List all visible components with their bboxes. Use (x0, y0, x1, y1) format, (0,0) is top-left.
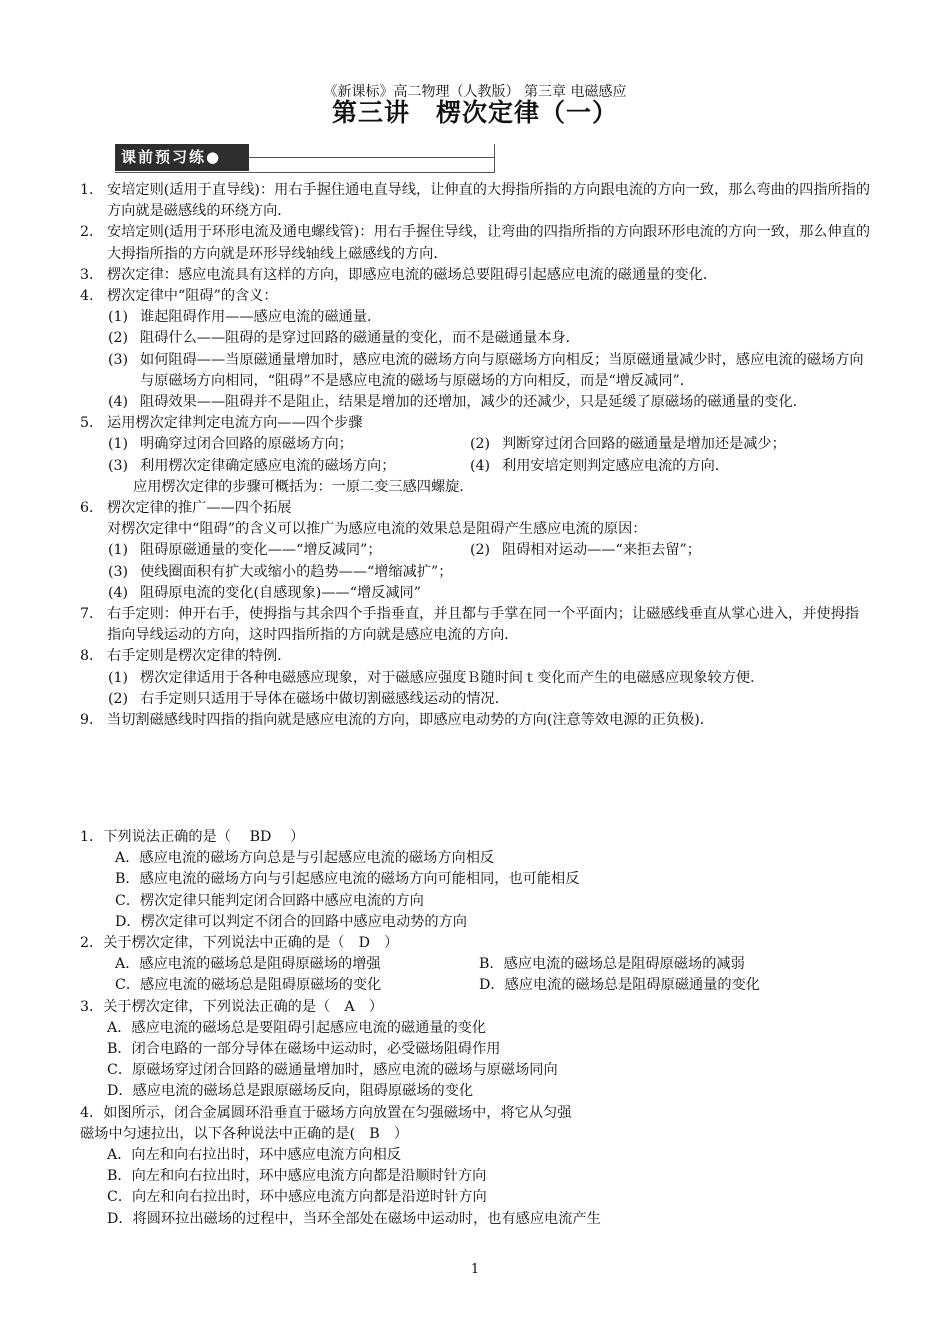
sub-point-number: (4) (108, 394, 129, 411)
sub-point-number: (3) (108, 563, 129, 580)
sub-point (80, 689, 872, 710)
sub-point (80, 434, 470, 455)
option-a: A．感应电流的磁场总是阻碍原磁场的增强 (115, 956, 381, 973)
option-c: C．感应电流的磁场总是阻碍原磁场的变化 (115, 977, 382, 994)
sub-point (80, 307, 872, 328)
option-a: A．感应电流的磁场总是要阻碍引起感应电流的磁通量的变化 (107, 1019, 487, 1036)
point-3 (80, 265, 872, 286)
point-text: 右手定则：伸开右手，使拇指与其余四个手指垂直，并且都与手掌在同一个平面内；让磁感线垂直从掌心进入，并使拇指指向导线运动的方向，这时四指所指的方向就是感应电流的方向． (107, 606, 859, 644)
point-text: 右手定则是楞次定律的特例． (107, 648, 292, 665)
page-number: 1 (470, 1262, 480, 1277)
point-text: 安培定则(适用于直导线)：用右手握住通电直导线，让伸直的大拇指所指的方向跟电流的方向一致，那么弯曲的四指所指的方向就是磁感线的环绕方向． (107, 182, 871, 220)
point-number: 1． (80, 182, 104, 198)
point-text: 运用楞次定律判定电流方向——四个步骤 (107, 415, 363, 432)
banner-rule (249, 157, 495, 158)
point-number: 3． (80, 266, 104, 283)
question-1 (80, 827, 872, 933)
option-a: A．感应电流的磁场方向总是与引起感应电流的磁场方向相反 (115, 850, 495, 867)
option-row (80, 954, 872, 975)
sub-point-text: 利用楞次定律确定感应电流的磁场方向； (140, 457, 396, 474)
question-2 (80, 933, 872, 997)
option-d: D．将圆环拉出磁场的过程中，当环全部处在磁场中运动时，也有感应电流产生 (107, 1210, 601, 1227)
sub-point (80, 668, 872, 689)
sub-point (470, 434, 786, 455)
sub-point-number: (2) (470, 542, 491, 559)
sub-point (80, 328, 872, 349)
sub-point-number: (2) (108, 690, 129, 707)
sub-point-text: 明确穿过闭合回路的原磁场方向； (140, 436, 353, 453)
question-3 (80, 997, 872, 1103)
sub-point-number: (3) (108, 351, 129, 368)
sub-point-number: (3) (108, 457, 129, 474)
question-stem: 1．下列说法正确的是（ BD ） (80, 829, 305, 845)
sub-point-number: (1) (108, 309, 129, 326)
sub-point-number: (1) (108, 669, 129, 686)
point-text: 楞次定律的推广——四个拓展 (107, 500, 292, 517)
sub-point-pair (80, 434, 872, 455)
option-d: D．感应电流的磁场总是阻碍原磁通量的变化 (479, 977, 760, 994)
point-text: 安培定则(适用于环形电流及通电螺线管)：用右手握住导线，让弯曲的四指所指的方向跟环形电流的方向一致，那么伸直的大拇指所指的方向就是环形导线轴线上磁感线的方向． (107, 224, 871, 262)
sub-point-number: (1) (108, 436, 129, 453)
point-number: 7． (80, 606, 104, 623)
sub-point-text: 使线圈面积有扩大或缩小的趋势——“增缩减扩”； (140, 563, 453, 580)
point-6 (80, 498, 872, 519)
banner-label: 课前预习练● (115, 144, 249, 171)
option-b: B．闭合电路的一部分导体在磁场中运动时，必受磁场阻碍作用 (107, 1041, 501, 1058)
point-2 (80, 222, 872, 264)
section-banner (115, 144, 495, 173)
sub-point-text: 阻碍原电流的变化(自感现象)——“增反减同” (140, 584, 421, 601)
question-stem: 2．关于楞次定律，下列说法中正确的是（ D ） (80, 935, 399, 952)
point-4 (80, 286, 872, 307)
banner-rule (494, 144, 495, 173)
sub-point (470, 540, 701, 561)
sub-point-number: (2) (108, 330, 129, 347)
point-number: 8． (80, 648, 104, 665)
sub-point-text: 阻碍什么——阻碍的是穿过回路的磁通量的变化，而不是磁通量本身． (140, 330, 580, 347)
sub-point (80, 350, 872, 392)
option-c: C．向左和向右拉出时，环中感应电流方向都是沿逆时针方向 (107, 1189, 487, 1206)
option-b: B．感应电流的磁场总是阻碍原磁场的减弱 (479, 956, 745, 973)
point-text: 当切割磁感线时四指的指向就是感应电流的方向，即感应电动势的方向(注意等效电源的正负极)． (107, 712, 714, 729)
point-number: 2． (80, 224, 104, 241)
sub-point-text: 楞次定律适用于各种电磁感应现象，对于磁感应强度Ｂ随时间ｔ变化而产生的电磁感应现象较方便． (140, 669, 765, 686)
option-d: D．楞次定律可以判定不闭合的回路中感应电动势的方向 (115, 913, 467, 930)
question-stem: 磁场中匀速拉出，以下各种说法中正确的是( B ） (80, 1125, 409, 1142)
sub-point-text: 如何阻碍——当原磁通量增加时，感应电流的磁场方向与原磁场方向相反；当原磁通量减少时，感应电流的磁场方向与原磁场方向相同，“阻碍”不是感应电流的磁场与原磁场的方向相反，而是“增反减同”． (140, 351, 864, 389)
sub-point-text: 阻碍原磁通量的变化——“增反减同”； (140, 542, 382, 559)
option-c: C．原磁场穿过闭合回路的磁通量增加时，感应电流的磁场与原磁场同向 (107, 1062, 558, 1079)
sub-point-text: 阻碍效果——阻碍并不是阻止，结果是增加的还增加，减少的还减少，只是延缓了原磁场的磁通量的变化． (140, 394, 807, 411)
sub-point (80, 540, 470, 561)
sub-point-text: 利用安培定则判定感应电流的方向． (502, 457, 730, 474)
sub-point-number: (4) (470, 457, 491, 474)
banner-rule (115, 172, 495, 173)
question-stem: 4．如图所示，闭合金属圆环沿垂直于磁场方向放置在匀强磁场中，将它从匀强 (80, 1104, 572, 1121)
point-number: 9． (80, 712, 104, 729)
sub-point-number: (4) (108, 584, 129, 601)
point-1 (80, 180, 872, 222)
sub-point (80, 562, 872, 583)
point-9 (80, 710, 872, 731)
sub-point (470, 456, 729, 477)
sub-point-pair (80, 540, 872, 561)
sub-point (80, 456, 470, 477)
sub-point-number: (1) (108, 542, 129, 559)
point-7 (80, 604, 872, 646)
intro-line: 对楞次定律中“阻碍”的含义可以推广为感应电流的效果总是阻碍产生感应电流的原因： (107, 521, 647, 538)
sub-point (80, 392, 872, 413)
point-number: 5． (80, 415, 104, 432)
question-4 (80, 1103, 872, 1230)
option-row (80, 975, 872, 996)
sub-point-number: (2) (470, 436, 491, 453)
sub-point-text: 谁起阻碍作用——感应电流的磁通量． (140, 309, 382, 326)
sub-point-text: 阻碍相对运动——“来拒去留”； (502, 542, 701, 559)
document-header: 《新课标》高二物理（人教版） 第三章 电磁感应 (323, 84, 627, 100)
point-number: 4. (80, 288, 94, 305)
page-title: 第三讲 楞次定律（一） (331, 98, 618, 127)
key-points (80, 180, 872, 731)
option-c: C．楞次定律只能判定闭合回路中感应电流的方向 (115, 892, 424, 909)
option-b: B．向左和向右拉出时，环中感应电流方向都是沿顺时针方向 (107, 1168, 487, 1185)
summary-line: 应用楞次定律的步骤可概括为：一原二变三感四螺旋． (133, 478, 474, 495)
sub-point-text: 判断穿过闭合回路的磁通量是增加还是减少； (502, 436, 786, 453)
point-8 (80, 646, 872, 667)
point-5 (80, 413, 872, 434)
point-number: 6． (80, 500, 104, 517)
exercises (80, 827, 872, 1230)
point-text: 楞次定律：感应电流具有这样的方向，即感应电流的磁场总要阻碍引起感应电流的磁通量的变化． (107, 266, 718, 283)
option-d: D．感应电流的磁场总是跟原磁场反向，阻碍原磁场的变化 (107, 1083, 474, 1100)
sub-point (80, 583, 872, 604)
option-a: A．向左和向右拉出时，环中感应电流方向相反 (107, 1147, 401, 1164)
option-b: B．感应电流的磁场方向与引起感应电流的磁场方向可能相同，也可能相反 (115, 871, 580, 888)
question-stem: 3．关于楞次定律，下列说法正确的是（ A ） (80, 998, 384, 1015)
point-text: 楞次定律中“阻碍”的含义： (107, 288, 278, 305)
sub-point-pair (80, 456, 872, 477)
sub-point-text: 右手定则只适用于导体在磁场中做切割磁感线运动的情况． (140, 690, 509, 707)
